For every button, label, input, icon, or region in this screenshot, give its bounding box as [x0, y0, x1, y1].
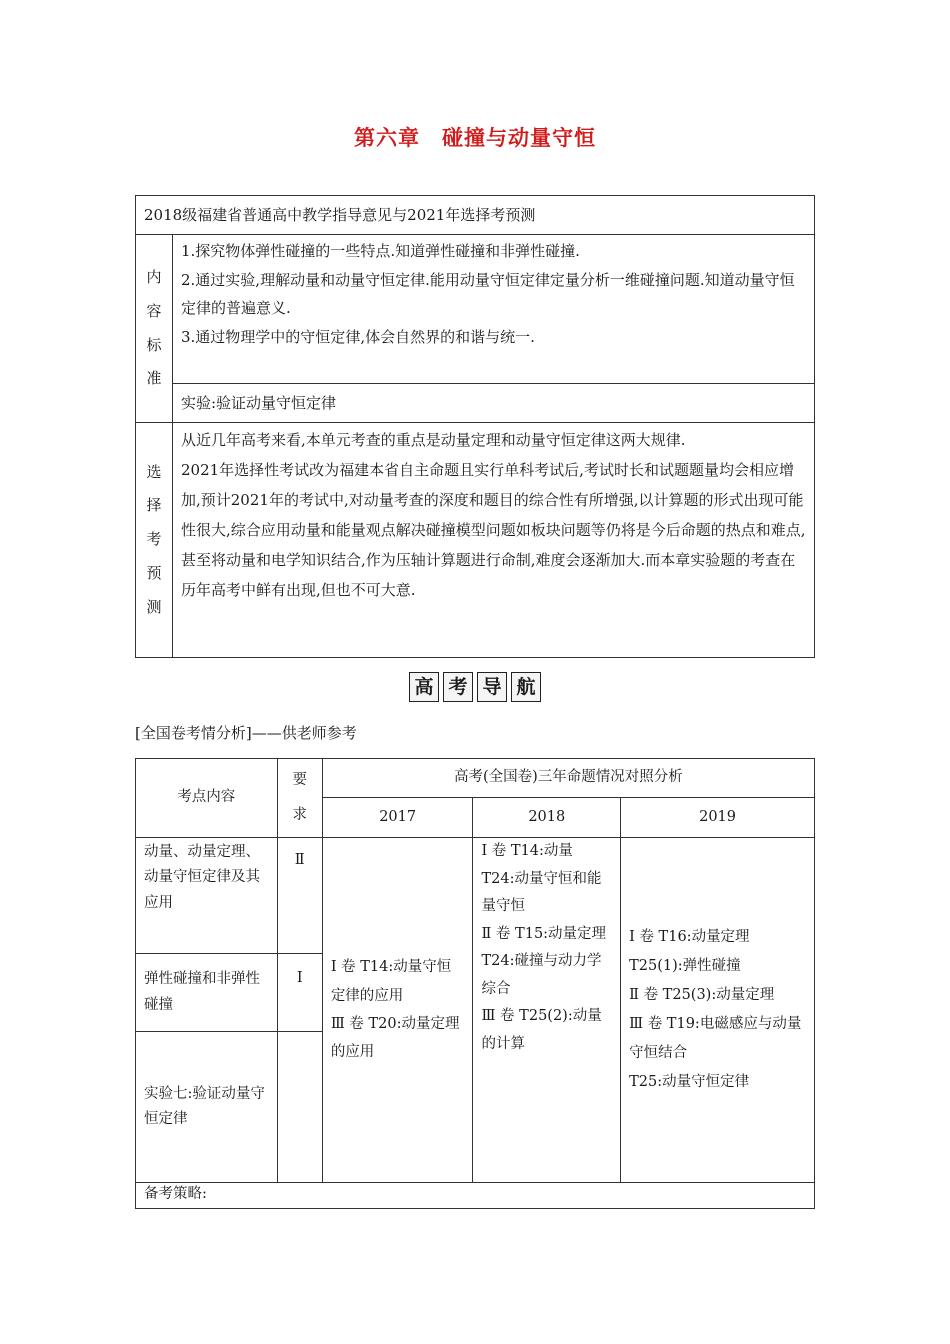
topic-cell: 弹性碰撞和非弹性碰撞	[136, 954, 278, 1032]
analysis-heading: [全国卷考情分析]——供老师参考	[135, 724, 357, 742]
chapter-title	[0, 122, 950, 152]
forecast-label: 选 择 考 预 测	[136, 423, 173, 658]
chapter-number: 第六章	[354, 125, 420, 150]
content-item: 3.通过物理学中的守恒定律,体会自然界的和谐与统一.	[181, 327, 535, 346]
chapter-name: 碰撞与动量守恒	[442, 125, 596, 150]
gaokao-nav-title: 高 考 导 航	[0, 672, 950, 702]
strategy-row: 备考策略:	[136, 1183, 815, 1209]
year-2018-cell: Ⅰ 卷 T14:动量 T24:动量守恒和能量守恒 Ⅱ 卷 T15:动量定理 T24:碰撞与动力学综合 Ⅲ 卷 T25(2):动量的计算	[473, 838, 621, 1183]
content-item: 1.探究物体弹性碰撞的一些特点.知道弹性碰撞和非弹性碰撞.	[181, 242, 580, 260]
content-standard-items	[173, 235, 815, 384]
standards-table	[135, 195, 815, 658]
forecast-paragraph: 从近几年高考来看,本单元考查的重点是动量定理和动量守恒定律这两大规律.	[181, 431, 686, 449]
year-2018-header: 2018	[473, 798, 621, 838]
forecast-text	[173, 423, 815, 658]
forecast-paragraph: 2021年选择性考试改为福建本省自主命题且实行单科考试后,考试时长和试题题量均会相应增加,预计2021年的考试中,对动量考查的深度和题目的综合性有所增强,以计算题的形式出现可能性很大,综合应用动量和能量观点解决碰撞模型问题如板块问题等仍将是今后命题的热点和难点,甚至将动量和电学知识结合,作为压轴计算题进行命制,难度会逐渐加大.而本章实验题的考查在历年高考中鲜有出现,但也不可大意.	[181, 461, 806, 599]
year-2019-cell: Ⅰ 卷 T16:动量定理 T25(1):弹性碰撞 Ⅱ 卷 T25(3):动量定理 Ⅲ 卷 T19:电磁感应与动量守恒结合 T25:动量守恒定律	[621, 838, 815, 1183]
year-2019-header: 2019	[621, 798, 815, 838]
content-standard-label: 内 容 标 准	[136, 235, 173, 423]
standards-header: 2018级福建省普通高中教学指导意见与2021年选择考预测	[136, 196, 815, 235]
experiment-row: 实验:验证动量守恒定律	[173, 384, 815, 423]
col-topic-header: 考点内容	[136, 759, 278, 838]
col-group-header: 高考(全国卷)三年命题情况对照分析	[322, 759, 814, 798]
topic-cell: 动量、动量定理、动量守恒定律及其应用	[136, 838, 278, 954]
content-item: 2.通过实验,理解动量和动量守恒定律.能用动量守恒定律定量分析一维碰撞问题.知道动量守恒定律的普遍意义.	[181, 270, 795, 317]
year-2017-cell: Ⅰ 卷 T14:动量守恒定律的应用 Ⅲ 卷 T20:动量定理的应用	[322, 838, 473, 1183]
requirement-cell: Ⅰ	[277, 954, 322, 1032]
exam-analysis-table	[135, 758, 815, 1209]
year-2017-header: 2017	[322, 798, 473, 838]
requirement-cell	[277, 1032, 322, 1183]
col-requirement-header: 要 求	[277, 759, 322, 838]
topic-cell: 实验七:验证动量守恒定律	[136, 1032, 278, 1183]
requirement-cell: Ⅱ	[277, 838, 322, 954]
